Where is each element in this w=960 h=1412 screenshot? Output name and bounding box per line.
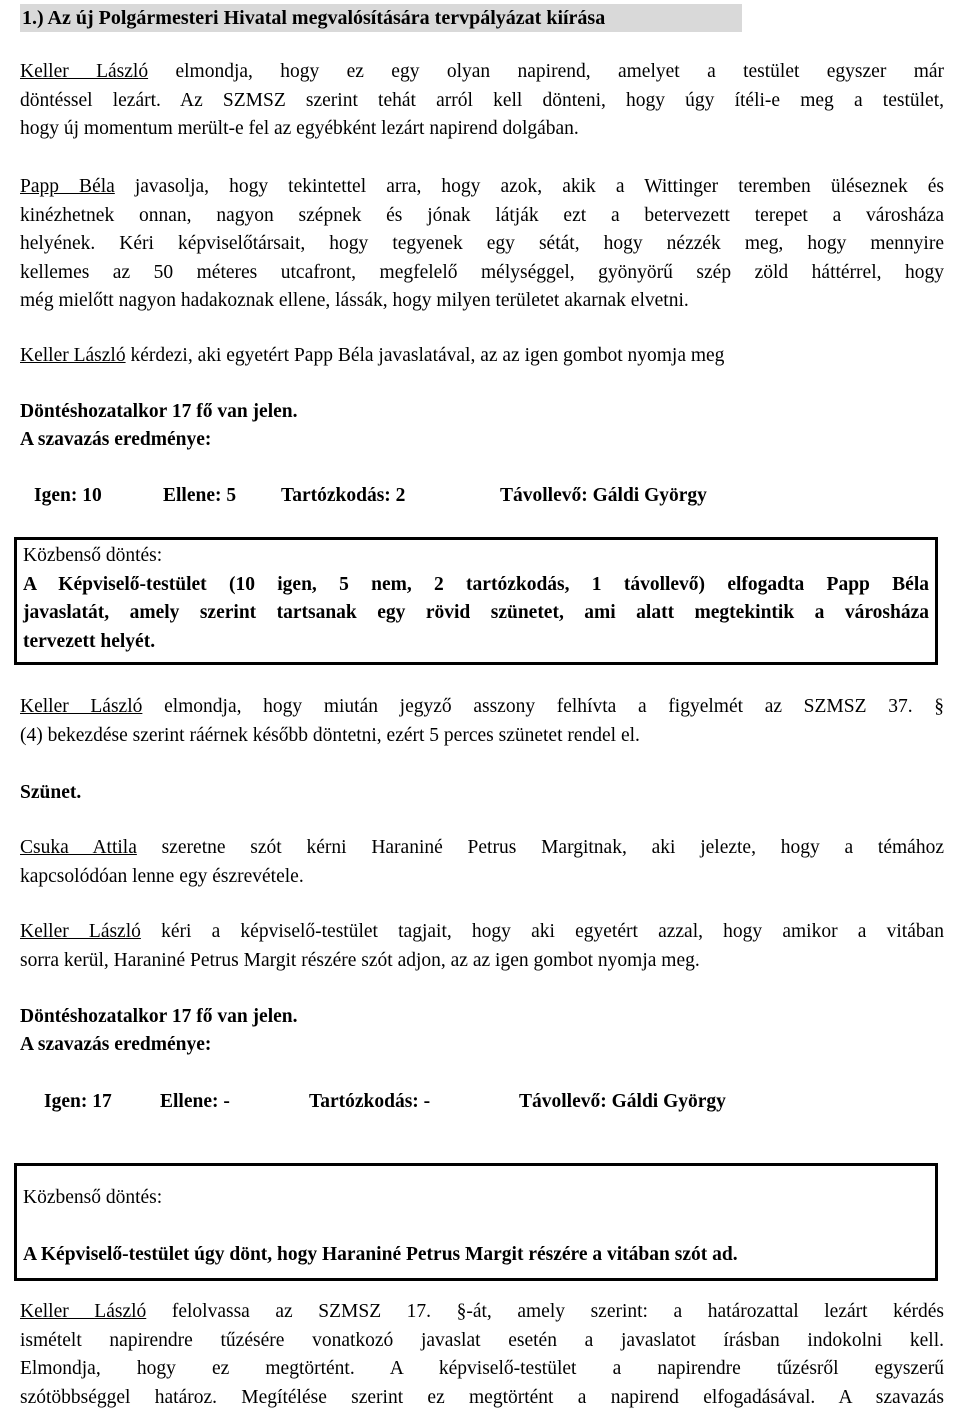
paragraph-papp <box>20 173 944 316</box>
speaker-name: Keller László <box>20 345 126 366</box>
vote-result-label: A szavazás eredménye: <box>20 426 944 455</box>
decision-label: Közbenső döntés: <box>23 542 929 571</box>
vote-result-label: A szavazás eredménye: <box>20 1031 944 1060</box>
paragraph-text: Elmondja, hogy ez megtörtént. A képviselő-testület a napirendre tűzésről egyszerű <box>20 1355 944 1384</box>
vote-presence: Döntéshozatalkor 17 fő van jelen. <box>20 1003 944 1032</box>
vote-no: Ellene: 5 <box>163 482 236 511</box>
paragraph-text: elmondja, hogy ez egy olyan napirend, amelyet a testület egyszer már <box>175 61 944 82</box>
paragraph-text: kinézhetnek onnan, nagyon szépnek és jónak látják ezt a betervezett terepet a városháza <box>20 202 944 231</box>
paragraph-keller-1 <box>20 58 944 144</box>
vote-yes: Igen: 10 <box>34 482 102 511</box>
paragraph-keller-2 <box>20 342 944 371</box>
vote-abstain: Tartózkodás: - <box>309 1088 430 1117</box>
vote-yes: Igen: 17 <box>44 1088 112 1117</box>
speaker-name: Keller László <box>20 61 148 82</box>
vote-presence: Döntéshozatalkor 17 fő van jelen. <box>20 398 944 427</box>
decision-label: Közbenső döntés: <box>23 1184 929 1213</box>
paragraph-text: kérdezi, aki egyetért Papp Béla javaslatával, az az igen gombot nyomja meg <box>130 345 724 366</box>
vote-absent: Távollevő: Gáldi György <box>519 1088 726 1117</box>
paragraph-text: (4) bekezdése szerint ráérnek később döntetni, ezért 5 perces szünetet rendel el. <box>20 722 944 751</box>
vote-abstain: Tartózkodás: 2 <box>281 482 405 511</box>
decision-text: tervezett helyét. <box>23 628 929 657</box>
speaker-name: Keller László <box>20 696 142 717</box>
paragraph-text: elmondja, hogy miután jegyző asszony felhívta a figyelmét az SZMSZ 37. § <box>164 696 944 717</box>
paragraph-text: javasolja, hogy tekintettel arra, hogy azok, akik a Wittinger teremben üléseznek és <box>135 176 944 197</box>
speaker-name: Keller László <box>20 921 141 942</box>
paragraph-text: még mielőtt nagyon hadakoznak ellene, lássák, hogy milyen területet akarnak elvetni. <box>20 287 944 316</box>
vote-no: Ellene: - <box>160 1088 230 1117</box>
paragraph-keller-3 <box>20 693 944 750</box>
paragraph-text: felolvassa az SZMSZ 17. §-át, amely szerint: a határozattal lezárt kérdés <box>172 1301 944 1322</box>
break-label: Szünet. <box>20 779 944 808</box>
speaker-name: Csuka Attila <box>20 837 137 858</box>
paragraph-text: helyének. Kéri képviselőtársait, hogy tegyenek egy sétát, hogy nézzék meg, hogy mennyire <box>20 230 944 259</box>
vote-absent: Távollevő: Gáldi György <box>500 482 707 511</box>
speaker-name: Papp Béla <box>20 176 115 197</box>
paragraph-text: kellemes az 50 méteres utcafront, megfelelő mélységgel, gyönyörű szép zöld háttérrel, hogy <box>20 259 944 288</box>
paragraph-text: kéri a képviselő-testület tagjait, hogy aki egyetért azzal, hogy amikor a vitában <box>161 921 944 942</box>
agenda-heading: 1.) Az új Polgármesteri Hivatal megvalósítására tervpályázat kiírása <box>20 4 742 32</box>
decision-box-1 <box>14 537 938 665</box>
paragraph-keller-5 <box>20 1298 944 1412</box>
paragraph-text: sorra kerül, Haraniné Petrus Margit részére szót adjon, az az igen gombot nyomja meg. <box>20 947 944 976</box>
decision-text: A Képviselő-testület (10 igen, 5 nem, 2 tartózkodás, 1 távollevő) elfogadta Papp Béla <box>23 571 929 600</box>
paragraph-text: szótöbbséggel határoz. Megítélése szerint ez megtörtént a napirend elfogadásával. A szavazás <box>20 1384 944 1412</box>
paragraph-csuka <box>20 834 944 891</box>
paragraph-keller-4 <box>20 918 944 975</box>
speaker-name: Keller László <box>20 1301 146 1322</box>
paragraph-text: kapcsolódóan lenne egy észrevétele. <box>20 863 944 892</box>
decision-text: javaslatát, amely szerint tartsanak egy rövid szünetet, ami alatt megtekintik a városháza <box>23 599 929 628</box>
paragraph-text: ismételt napirendre tűzésére vonatkozó javaslat esetén a javaslatot írásban indokolni kell. <box>20 1327 944 1356</box>
paragraph-text: szeretne szót kérni Haraniné Petrus Margitnak, aki jelezte, hogy a témához <box>162 837 944 858</box>
paragraph-text: hogy új momentum merült-e fel az egyébként lezárt napirend dolgában. <box>20 115 944 144</box>
paragraph-text: döntéssel lezárt. Az SZMSZ szerint tehát arról kell dönteni, hogy úgy ítéli-e meg a testület, <box>20 87 944 116</box>
decision-box-2 <box>14 1163 938 1281</box>
decision-text: A Képviselő-testület úgy dönt, hogy Haraniné Petrus Margit részére a vitában szót ad. <box>23 1241 929 1270</box>
